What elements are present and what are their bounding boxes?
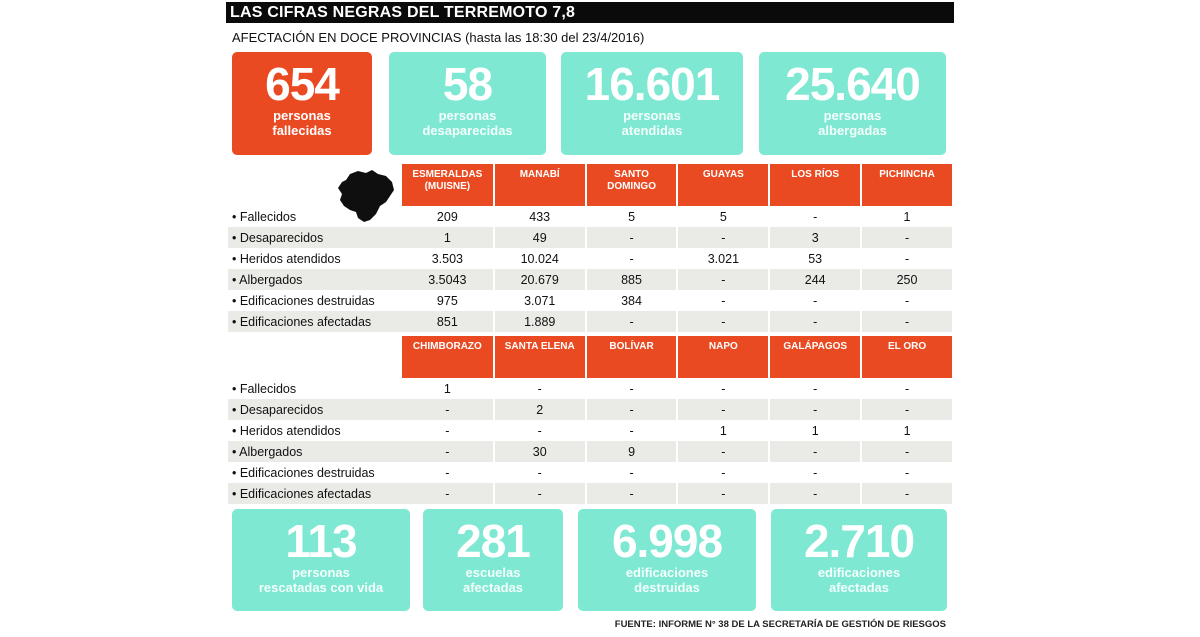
stat-box-edificaciones-destruidas [578, 509, 756, 611]
table-row [228, 378, 953, 399]
table-cell: - [677, 269, 769, 290]
stat-label-line1: personas [823, 108, 882, 123]
table-row [228, 462, 953, 483]
row-label: • Edificaciones afectadas [228, 311, 402, 332]
table-cell: 244 [769, 269, 861, 290]
table-cell: 1 [861, 420, 953, 441]
row-label: • Desaparecidos [228, 227, 402, 248]
table-row [228, 483, 953, 504]
stat-label-line1: personas [438, 108, 497, 123]
table-row [228, 311, 953, 332]
table-cell: - [677, 483, 769, 504]
stat-value: 2.710 [803, 515, 915, 567]
table-cell: 10.024 [494, 248, 586, 269]
row-label: • Heridos atendidos [232, 251, 341, 266]
table-cell: 1 [861, 206, 953, 227]
row-label: • Fallecidos [232, 209, 297, 224]
stat-label-line2: afectadas [829, 580, 889, 595]
stat-box-escuelas [423, 509, 563, 611]
table-cell: - [677, 399, 769, 420]
table-cell: 3.071 [494, 290, 586, 311]
stat-label-line2: rescatadas con vida [258, 580, 384, 595]
stat-box-fallecidas [232, 52, 372, 155]
table-cell: - [494, 378, 586, 399]
infographic [226, 2, 954, 635]
stat-label-line2: albergadas [818, 123, 887, 138]
province-header-pichincha: PICHINCHA [861, 164, 953, 206]
table-cell: 3.503 [402, 248, 494, 269]
table-cell: - [586, 420, 678, 441]
stat-box-edificaciones-afectadas [771, 509, 947, 611]
table-cell: 1.889 [494, 311, 586, 332]
table-cell: - [586, 248, 678, 269]
row-label: • Albergados [228, 269, 402, 290]
table-corner [228, 336, 402, 378]
row-label: • Desaparecidos [228, 399, 402, 420]
stat-label-line2: destruidas [634, 580, 700, 595]
table-header-row [228, 164, 953, 206]
stat-box-atendidas [561, 52, 743, 155]
table-cell: 1 [677, 420, 769, 441]
stat-label-line1: edificaciones [625, 565, 709, 580]
stat-label-line2: atendidas [621, 123, 683, 138]
table-cell: 384 [586, 290, 678, 311]
table-cell: - [677, 462, 769, 483]
table-row [228, 399, 953, 420]
table-cell: 250 [861, 269, 953, 290]
stat-label-line1: escuelas [465, 565, 521, 580]
table-cell: - [861, 483, 953, 504]
row-label: • Edificaciones destruidas [232, 465, 375, 480]
table-row [228, 248, 953, 269]
table-cell: - [402, 399, 494, 420]
row-label: • Edificaciones destruidas [232, 293, 375, 308]
table-row [228, 206, 953, 227]
provinces-table-1 [228, 164, 954, 332]
province-header-santo-domingo: SANTO DOMINGO [586, 164, 678, 206]
table-cell: 885 [586, 269, 678, 290]
stat-value: 16.601 [584, 58, 720, 110]
stat-label-line1: personas [273, 108, 331, 123]
table-cell: 1 [402, 227, 494, 248]
table-cell: - [861, 441, 953, 462]
table-cell: - [402, 483, 494, 504]
stat-label-line2: fallecidas [272, 123, 332, 138]
provinces-table-2 [228, 336, 954, 504]
province-header-chimborazo: CHIMBORAZO [402, 336, 494, 378]
table-row [228, 269, 953, 290]
province-header-esmeraldas: ESMERALDAS (MUISNE) [402, 164, 494, 206]
table-cell: - [402, 420, 494, 441]
table-cell: - [769, 462, 861, 483]
stat-value: 58 [442, 58, 493, 110]
table-cell: - [769, 206, 861, 227]
table-cell: - [769, 311, 861, 332]
province-header-los-rios: LOS RÍOS [769, 164, 861, 206]
table-cell: - [861, 311, 953, 332]
table-cell: - [861, 290, 953, 311]
table-cell: - [861, 248, 953, 269]
table-cell: 5 [677, 206, 769, 227]
stat-label-line1: edificaciones [817, 565, 901, 580]
table-cell: 975 [402, 290, 494, 311]
stat-box-rescatadas [232, 509, 410, 611]
row-label: • Albergados [228, 441, 402, 462]
table-corner [228, 164, 402, 206]
table-cell: - [861, 227, 953, 248]
table-cell: - [677, 311, 769, 332]
table-cell: - [494, 462, 586, 483]
table-cell: 851 [402, 311, 494, 332]
table-cell: - [769, 399, 861, 420]
table-cell: 433 [494, 206, 586, 227]
table-cell: 20.679 [494, 269, 586, 290]
table-cell: - [586, 462, 678, 483]
table-cell: 1 [769, 420, 861, 441]
table-cell: 49 [494, 227, 586, 248]
source-note: FUENTE: INFORME N° 38 DE LA SECRETARÍA DE GESTIÓN DE RIESGOS [614, 619, 946, 630]
table-cell: - [586, 399, 678, 420]
stat-label-line2: afectadas [463, 580, 523, 595]
table-cell: - [769, 441, 861, 462]
table-cell: - [861, 378, 953, 399]
table-cell: 3.021 [677, 248, 769, 269]
province-header-manabi: MANABÍ [494, 164, 586, 206]
table-cell: - [677, 227, 769, 248]
table-cell: - [494, 420, 586, 441]
table-cell: 209 [402, 206, 494, 227]
table-cell: - [494, 483, 586, 504]
province-header-guayas: GUAYAS [677, 164, 769, 206]
table-cell: - [861, 399, 953, 420]
table-cell: 30 [494, 441, 586, 462]
stat-value: 6.998 [611, 515, 723, 567]
table-cell: - [861, 462, 953, 483]
province-header-napo: NAPO [677, 336, 769, 378]
infographic-title: LAS CIFRAS NEGRAS DEL TERREMOTO 7,8 [226, 2, 954, 23]
table-cell: - [677, 378, 769, 399]
infographic-subtitle: AFECTACIÓN EN DOCE PROVINCIAS (hasta las 18:30 del 23/4/2016) [232, 30, 645, 45]
stat-value: 654 [265, 58, 339, 110]
table-cell: - [769, 483, 861, 504]
row-label: • Fallecidos [232, 381, 297, 396]
table-header-row [228, 336, 953, 378]
table-cell: - [586, 378, 678, 399]
stat-value: 281 [456, 515, 530, 567]
table-row [228, 420, 953, 441]
table-cell: 5 [586, 206, 678, 227]
province-header-bolivar: BOLÍVAR [586, 336, 678, 378]
table-cell: - [402, 462, 494, 483]
table-row [228, 290, 953, 311]
table-cell: - [677, 290, 769, 311]
table-cell: - [586, 227, 678, 248]
stat-label-line2: desaparecidas [422, 123, 513, 138]
table-cell: - [769, 290, 861, 311]
row-label: • Edificaciones afectadas [228, 483, 402, 504]
table-row [228, 227, 953, 248]
province-header-santa-elena: SANTA ELENA [494, 336, 586, 378]
stat-label-line1: personas [292, 565, 350, 580]
table-cell: 1 [402, 378, 494, 399]
table-cell: 2 [494, 399, 586, 420]
province-header-galapagos: GALÁPAGOS [769, 336, 861, 378]
stat-box-albergadas [759, 52, 946, 155]
table-cell: - [769, 378, 861, 399]
table-cell: - [586, 483, 678, 504]
province-header-el-oro: EL ORO [861, 336, 953, 378]
table-cell: 3.5043 [402, 269, 494, 290]
table-cell: - [586, 311, 678, 332]
stat-value: 113 [285, 515, 357, 567]
table-cell: 3 [769, 227, 861, 248]
table-cell: 9 [586, 441, 678, 462]
stat-box-desaparecidas [389, 52, 546, 155]
table-cell: - [402, 441, 494, 462]
table-cell: - [677, 441, 769, 462]
table-row [228, 441, 953, 462]
stat-value: 25.640 [785, 58, 920, 110]
stat-label-line1: personas [623, 108, 681, 123]
table-cell: 53 [769, 248, 861, 269]
row-label: • Heridos atendidos [232, 423, 341, 438]
